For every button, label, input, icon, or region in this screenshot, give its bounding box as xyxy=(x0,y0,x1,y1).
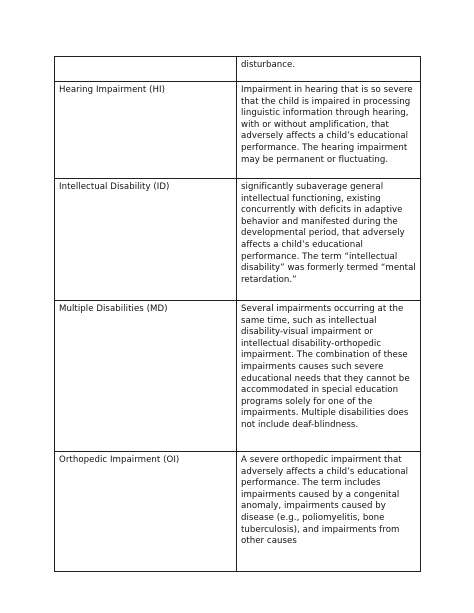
definitions-table xyxy=(54,56,421,572)
table-row xyxy=(55,179,421,301)
term-cell: Multiple Disabilities (MD) xyxy=(55,301,237,452)
definition-cell: disturbance. xyxy=(237,57,421,82)
table-row xyxy=(55,82,421,179)
term-cell: Hearing Impairment (HI) xyxy=(55,82,237,179)
definition-cell: A severe orthopedic impairment that adversely affects a child’s educational performance. The term includes impairments caused by a congenital anomaly, impairments caused by disease (e.g., poliomyelitis, bone tuberculosis), and impairments from other causes xyxy=(237,452,421,572)
table-row xyxy=(55,57,421,82)
definition-cell: significantly subaverage general intellectual functioning, existing concurrently with deficits in adaptive behavior and manifested during the developmental period, that adversely affects a child’s educational performance. The term “intellectual disability” was formerly termed “mental retardation.” xyxy=(237,179,421,301)
term-cell: Intellectual Disability (ID) xyxy=(55,179,237,301)
term-cell: Orthopedic Impairment (OI) xyxy=(55,452,237,572)
definition-cell: Impairment in hearing that is so severe that the child is impaired in processing linguistic information through hearing, with or without amplification, that adversely affects a child’s educational performance. The hearing impairment may be permanent or fluctuating. xyxy=(237,82,421,179)
term-cell xyxy=(55,57,237,82)
table-row xyxy=(55,452,421,572)
table-row xyxy=(55,301,421,452)
definition-cell: Several impairments occurring at the same time, such as intellectual disability-visual impairment or intellectual disability-orthopedic impairment. The combination of these impairments causes such severe educational needs that they cannot be accommodated in special education programs solely for one of the impairments. Multiple disabilities does not include deaf-blindness. xyxy=(237,301,421,452)
